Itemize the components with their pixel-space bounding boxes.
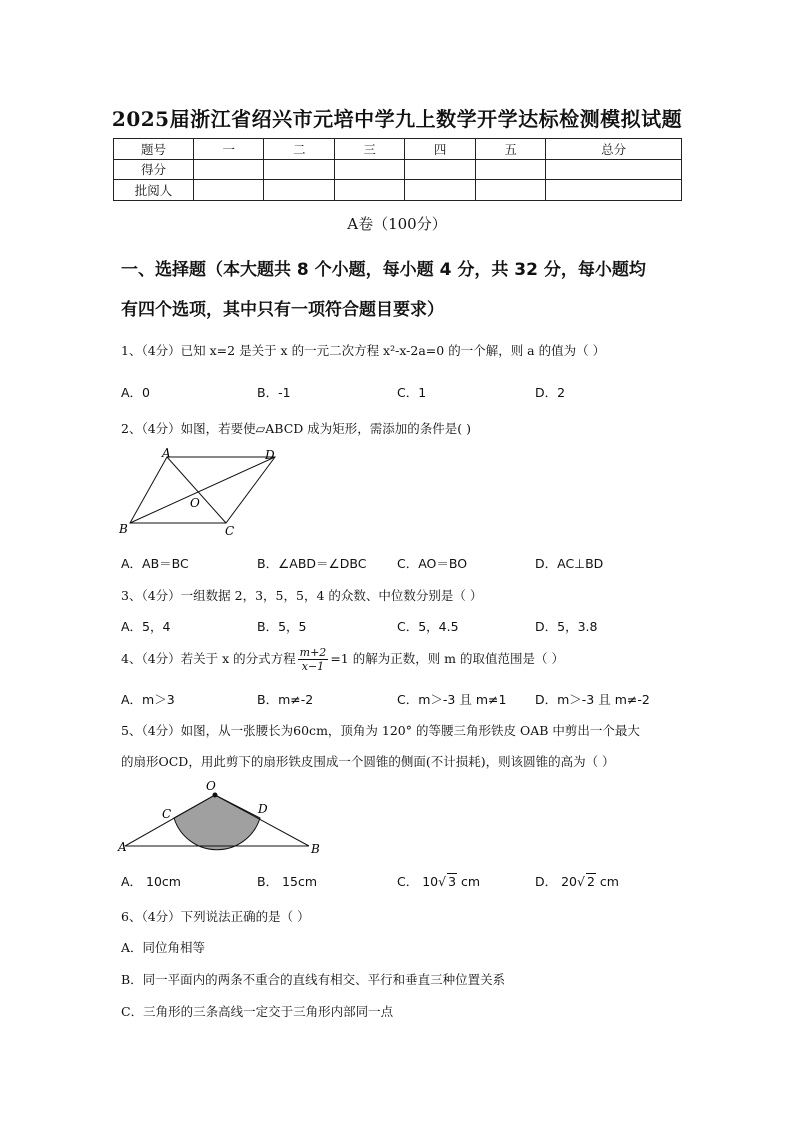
q2-option-b: B．∠ABD＝∠DBC (257, 556, 367, 571)
q6-option-c: C．三角形的三条高线一定交于三角形内部同一点 (121, 1004, 394, 1019)
q3-option-d: D．5，3.8 (535, 619, 598, 634)
label-c: C (225, 524, 235, 538)
label-a: A (118, 840, 127, 854)
score-cell (405, 159, 475, 180)
section-heading-line2: 有四个选项，其中只有一项符合题目要求） (121, 300, 444, 320)
score-cell (546, 180, 682, 201)
question-3-text: 3、（4分）一组数据 2，3，5，5，4 的众数、中位数分别是（ ） (121, 588, 483, 603)
q5-d-radicand: 2 (586, 874, 595, 889)
header-cell: 二 (264, 139, 334, 160)
q2-option-a: A．AB＝BC (121, 556, 189, 571)
score-cell (194, 180, 264, 201)
label-c: C (162, 807, 172, 821)
q4-option-b: B．m≠-2 (257, 692, 314, 707)
q5-option-b: B． 15cm (257, 874, 318, 889)
q3-option-b: B．5，5 (257, 619, 307, 634)
q4-option-c: C．m＞-3 且 m≠1 (397, 692, 507, 707)
question-2-text: 2、（4分）如图，若要使▱ABCD 成为矩形，需添加的条件是( ) (121, 421, 472, 436)
score-cell (264, 180, 334, 201)
q4-fraction-numerator: m+2 (299, 646, 327, 659)
q4-option-a: A．m＞3 (121, 692, 175, 707)
paper-subtitle: A卷（100分） (347, 215, 447, 233)
score-cell (405, 180, 475, 201)
score-cell (475, 159, 545, 180)
q6-option-b: B．同一平面内的两条不重合的直线有相交、平行和垂直三种位置关系 (121, 972, 506, 987)
score-table-header-row (114, 139, 682, 160)
q3-option-a: A．5，4 (121, 619, 171, 634)
label-b: B (119, 522, 128, 536)
page-title: 2025届浙江省绍兴市元培中学九上数学开学达标检测模拟试题 (111, 107, 683, 131)
q4-suffix: =1 的解为正数，则 m 的取值范围是（ ） (330, 651, 564, 666)
label-a: A (162, 446, 171, 460)
q5-c-prefix: C． 10 (397, 874, 439, 889)
q1-option-c: C．1 (397, 385, 427, 400)
header-cell: 四 (405, 139, 475, 160)
label-o: O (190, 496, 200, 510)
question-5-line1: 5、（4分）如图，从一张腰长为60cm，顶角为 120° 的等腰三角形铁皮 OAB 中剪出一个最大 (121, 723, 640, 738)
question-6-text: 6、（4分）下列说法正确的是（ ） (121, 909, 310, 924)
score-row (114, 159, 682, 180)
header-cell: 三 (334, 139, 404, 160)
q6-option-a: A．同位角相等 (121, 940, 206, 955)
q4-fraction-denominator: x−1 (301, 660, 325, 673)
header-cell: 一 (194, 139, 264, 160)
label-d: D (265, 448, 275, 462)
header-cell: 五 (475, 139, 545, 160)
section-heading-line1: 一、选择题（本大题共 8 个小题，每小题 4 分，共 32 分，每小题均 (121, 260, 646, 280)
question-5-line2: 的扇形OCD，用此剪下的扇形铁皮围成一个圆锥的侧面(不计损耗)，则该圆锥的高为（ ） (121, 754, 615, 769)
q4-prefix: 4、（4分）若关于 x 的分式方程 (121, 651, 296, 666)
parallelogram-figure (115, 445, 285, 540)
q5-option-a: A． 10cm (121, 874, 181, 889)
score-cell (334, 180, 404, 201)
header-cell: 题号 (114, 139, 194, 160)
q2-option-c: C．AO＝BO (397, 556, 468, 571)
label-b: B (311, 842, 320, 856)
q2-option-d: D．AC⊥BD (535, 556, 604, 571)
q4-fraction (298, 646, 329, 673)
q1-option-a: A．0 (121, 385, 151, 400)
label-o: O (206, 780, 216, 793)
score-cell (475, 180, 545, 201)
row-label: 得分 (114, 159, 194, 180)
q1-option-b: B．-1 (257, 385, 291, 400)
question-1-text: 1、（4分）已知 x=2 是关于 x 的一元二次方程 x²-x-2a=0 的一个解，则 a 的值为（ ） (121, 343, 606, 358)
score-cell (546, 159, 682, 180)
question-4-text (121, 644, 564, 674)
q5-d-prefix: D． 20 (535, 874, 578, 889)
q4-option-d: D．m＞-3 且 m≠-2 (535, 692, 650, 707)
q5-d-unit: cm (599, 874, 619, 889)
sector-figure (115, 780, 325, 858)
score-cell (264, 159, 334, 180)
reviewer-row (114, 180, 682, 201)
row-label: 批阅人 (114, 180, 194, 201)
header-cell: 总分 (546, 139, 682, 160)
q3-option-c: C．5，4.5 (397, 619, 459, 634)
score-table (113, 138, 682, 201)
q1-option-d: D．2 (535, 385, 566, 400)
score-cell (194, 159, 264, 180)
q5-option-c: C． 10√ 3 cm (397, 874, 481, 889)
label-d: D (258, 802, 268, 816)
q5-option-d: D． 20√ 2 cm (535, 874, 619, 889)
score-cell (334, 159, 404, 180)
q5-c-radicand: 3 (448, 874, 457, 889)
q5-c-unit: cm (461, 874, 481, 889)
